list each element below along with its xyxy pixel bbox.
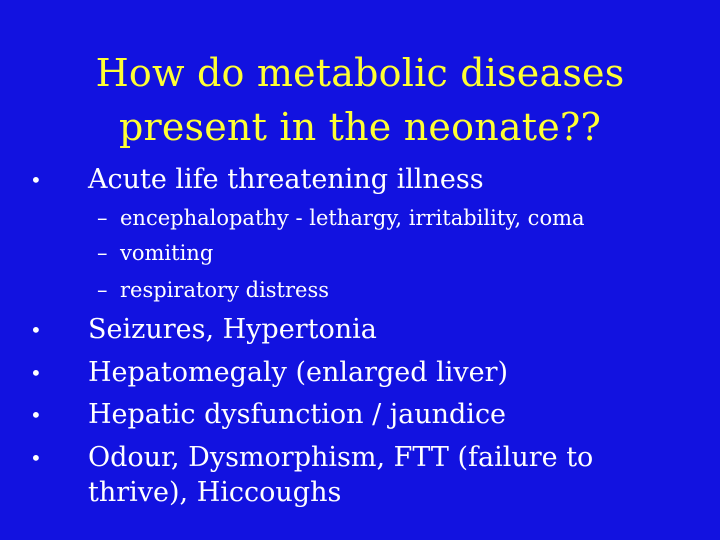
- dash-icon: –: [97, 278, 108, 302]
- sub-bullet-text: respiratory distress: [120, 278, 330, 302]
- sub-bullet-text: encephalopathy - lethargy, irritability, coma: [120, 206, 585, 230]
- sub-bullet-text: vomiting: [120, 241, 214, 265]
- bullet-icon: •: [30, 168, 42, 192]
- bullet-text: Hepatic dysfunction / jaundice: [88, 399, 507, 430]
- bullet-icon: •: [30, 446, 42, 470]
- bullet-text: Hepatomegaly (enlarged liver): [88, 357, 509, 388]
- dash-icon: –: [97, 206, 108, 230]
- bullet-text: Seizures, Hypertonia: [88, 314, 377, 345]
- title-line-1: How do metabolic diseases: [95, 51, 625, 95]
- bullet-icon: •: [30, 361, 42, 385]
- bullet-icon: •: [30, 318, 42, 342]
- bullet-text-continuation: thrive), Hiccoughs: [88, 477, 342, 508]
- title-line-2: present in the neonate??: [118, 105, 602, 149]
- bullet-text: Odour, Dysmorphism, FTT (failure to: [88, 442, 594, 473]
- dash-icon: –: [97, 241, 108, 265]
- bullet-icon: •: [30, 403, 42, 427]
- bullet-text: Acute life threatening illness: [88, 164, 484, 195]
